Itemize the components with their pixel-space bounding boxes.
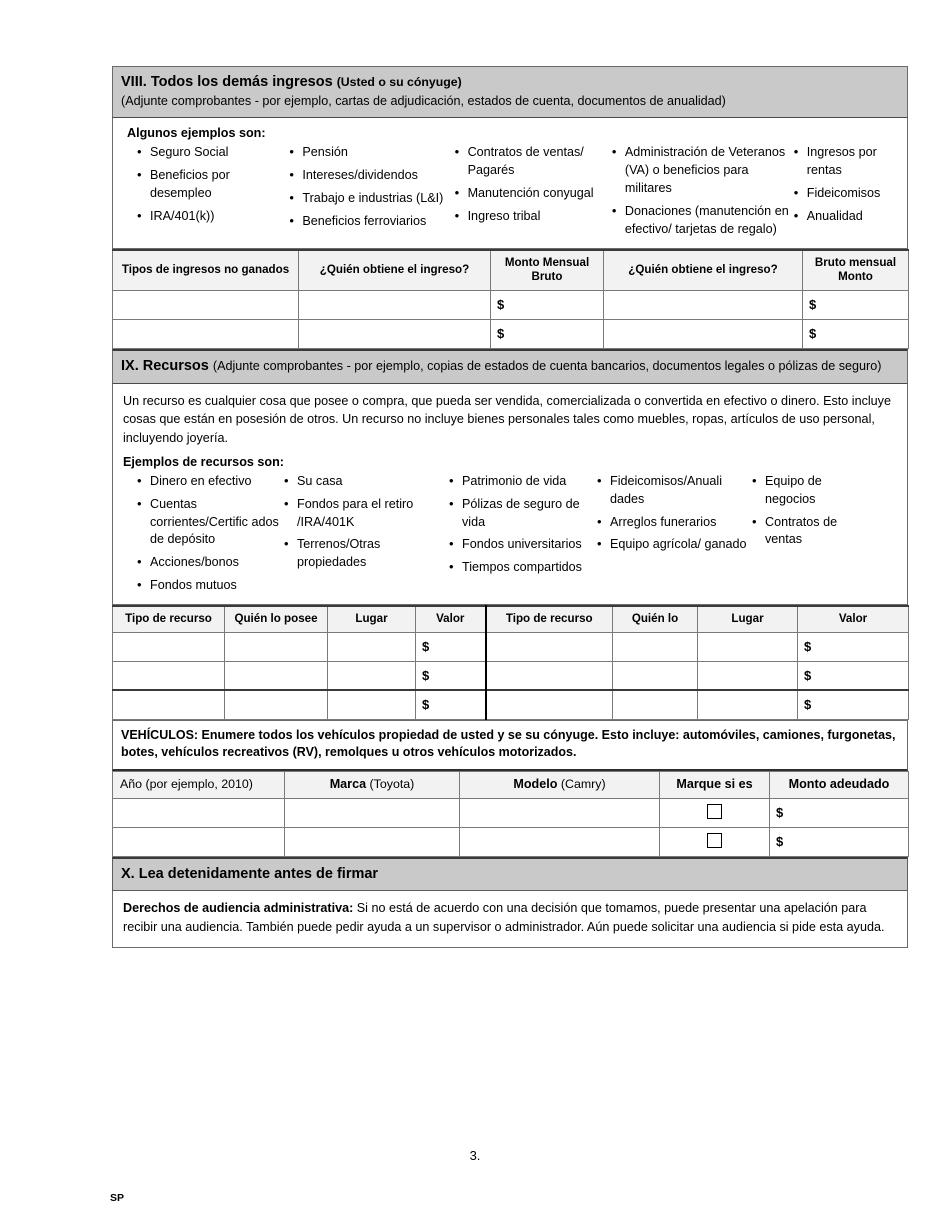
col-header-lugar-1: Lugar	[328, 606, 416, 632]
col-header-monto-mensual-bruto: Monto Mensual Bruto	[491, 250, 604, 290]
cell-valor-1[interactable]: $	[416, 632, 486, 661]
checkbox-icon[interactable]	[707, 833, 722, 848]
resource-column-3	[449, 473, 597, 582]
list-item: • IRA/401(k))	[137, 208, 289, 226]
unearned-income-table	[112, 249, 909, 349]
cell-quien-1[interactable]	[299, 290, 491, 319]
list-item: • Fideicomisos/Anuali dades	[597, 473, 752, 509]
cell-lugar-1[interactable]	[328, 690, 416, 719]
section-viii-title-main: VIII. Todos los demás ingresos	[121, 74, 333, 90]
cell-valor-1[interactable]: $	[416, 661, 486, 690]
examples-column-4	[612, 144, 794, 243]
col-header-tipo-recurso-1: Tipo de recurso	[113, 606, 225, 632]
list-item: • Acciones/bonos	[137, 554, 284, 572]
col-header-quien-obtiene-2: ¿Quién obtiene el ingreso?	[604, 250, 803, 290]
table-row	[113, 661, 909, 690]
cell-valor-2[interactable]: $	[798, 632, 909, 661]
col-header-ano: Año (por ejemplo, 2010)	[113, 772, 285, 799]
section-viii-title	[121, 73, 899, 93]
cell-ano[interactable]	[113, 827, 285, 856]
section-ix-title	[121, 357, 899, 377]
list-item: • Arreglos funerarios	[597, 514, 752, 532]
col-header-valor-2: Valor	[798, 606, 909, 632]
col-header-tipo-ingresos: Tipos de ingresos no ganados	[113, 250, 299, 290]
cell-quien-posee[interactable]	[225, 690, 328, 719]
col-header-quien-posee: Quién lo posee	[225, 606, 328, 632]
section-viii-examples-columns	[123, 144, 897, 243]
col-header-bruto-mensual-monto: Bruto mensual Monto	[803, 250, 909, 290]
list-item: • Terrenos/Otras propiedades	[284, 536, 449, 572]
list-item: • Cuentas corrientes/Certific ados de depósito	[137, 496, 284, 550]
table-row	[113, 798, 909, 827]
cell-lugar-2[interactable]	[698, 661, 798, 690]
cell-quien-posee[interactable]	[225, 632, 328, 661]
resource-column-2	[284, 473, 449, 577]
vehicles-banner: VEHÍCULOS: Enumere todos los vehículos propiedad de usted y se su cónyuge. Esto incluye: automóviles, camiones, furgonetas, botes, vehículos recreativos (RV), remolques u otros vehículos motorizados.	[112, 720, 908, 772]
section-viii-header	[112, 66, 908, 118]
list-item: • Tiempos compartidos	[449, 559, 597, 577]
cell-valor-2[interactable]: $	[798, 661, 909, 690]
table-header-row	[113, 606, 909, 632]
cell-tipo-recurso-2[interactable]	[486, 690, 613, 719]
cell-monto-adeudado[interactable]: $	[770, 827, 909, 856]
cell-lugar-1[interactable]	[328, 661, 416, 690]
col-header-marque-si-es: Marque si es	[660, 772, 770, 799]
resources-table	[112, 605, 909, 719]
cell-tipo-recurso-1[interactable]	[113, 661, 225, 690]
cell-marque-si-es[interactable]	[660, 798, 770, 827]
cell-quien-lo[interactable]	[613, 690, 698, 719]
list-item: • Contratos de ventas	[752, 514, 852, 550]
list-item: • Intereses/dividendos	[289, 167, 454, 185]
cell-monto-adeudado[interactable]: $	[770, 798, 909, 827]
col-header-valor-1: Valor	[416, 606, 486, 632]
cell-marque-si-es[interactable]	[660, 827, 770, 856]
section-viii-examples-lead: Algunos ejemplos son:	[127, 126, 266, 141]
section-x-header: X. Lea detenidamente antes de firmar	[112, 857, 908, 891]
col-header-modelo: Modelo (Camry)	[460, 772, 660, 799]
section-x-body	[112, 891, 908, 948]
cell-quien-2[interactable]	[604, 319, 803, 348]
col-header-monto-adeudado: Monto adeudado	[770, 772, 909, 799]
list-item: • Fondos mutuos	[137, 577, 284, 595]
section-viii-examples-box	[112, 118, 908, 248]
resource-column-5	[752, 473, 852, 555]
cell-tipo-recurso-1[interactable]	[113, 690, 225, 719]
vehicles-table	[112, 771, 909, 857]
table-row	[113, 827, 909, 856]
section-ix-header	[112, 349, 908, 385]
list-item: • Beneficios por desempleo	[137, 167, 289, 203]
table-row	[113, 632, 909, 661]
cell-quien-2[interactable]	[604, 290, 803, 319]
resource-column-4	[597, 473, 752, 560]
cell-marca[interactable]	[285, 827, 460, 856]
section-viii-title-paren: (Usted o su cónyuge)	[336, 75, 462, 89]
cell-monto-2[interactable]: $	[803, 319, 909, 348]
list-item: • Ingreso tribal	[455, 208, 612, 226]
list-item: • Su casa	[284, 473, 449, 491]
list-item: • Pólizas de seguro de vida	[449, 496, 597, 532]
table-row	[113, 290, 909, 319]
section-ix-body	[112, 384, 908, 605]
list-item: • Pensión	[289, 144, 454, 162]
col-header-quien-lo: Quién lo	[613, 606, 698, 632]
list-item: • Beneficios ferroviarios	[289, 213, 454, 231]
cell-valor-1[interactable]: $	[416, 690, 486, 719]
col-header-marca: Marca (Toyota)	[285, 772, 460, 799]
cell-quien-lo[interactable]	[613, 632, 698, 661]
section-x-body-label: Derechos de audiencia administrativa:	[123, 900, 354, 915]
section-ix-examples-columns	[123, 473, 897, 600]
col-header-tipo-recurso-2: Tipo de recurso	[486, 606, 613, 632]
page-number: 3.	[469, 1148, 481, 1163]
list-item: • Seguro Social	[137, 144, 289, 162]
cell-quien-1[interactable]	[299, 319, 491, 348]
list-item: • Donaciones (manutención en efectivo/ tarjetas de regalo)	[612, 203, 794, 239]
list-item: • Equipo agrícola/ ganado	[597, 536, 752, 554]
list-item: • Anualidad	[794, 208, 897, 226]
cell-tipo-ingresos[interactable]	[113, 290, 299, 319]
list-item: • Administración de Veteranos (VA) o beneficios para militares	[612, 144, 794, 198]
list-item: • Contratos de ventas/ Pagarés	[455, 144, 612, 180]
examples-column-5	[794, 144, 897, 231]
list-item: • Fideicomisos	[794, 185, 897, 203]
examples-column-3	[455, 144, 612, 231]
table-header-row	[113, 772, 909, 799]
cell-ano[interactable]	[113, 798, 285, 827]
cell-tipo-ingresos[interactable]	[113, 319, 299, 348]
list-item: • Trabajo e industrias (L&I)	[289, 190, 454, 208]
table-row	[113, 690, 909, 719]
list-item: • Ingresos por rentas	[794, 144, 897, 180]
cell-monto-1[interactable]: $	[491, 290, 604, 319]
cell-monto-2[interactable]: $	[803, 290, 909, 319]
cell-tipo-recurso-1[interactable]	[113, 632, 225, 661]
resource-column-1	[137, 473, 284, 600]
list-item: • Fondos para el retiro /IRA/401K	[284, 496, 449, 532]
cell-valor-2[interactable]: $	[798, 690, 909, 719]
list-item: • Dinero en efectivo	[137, 473, 284, 491]
cell-tipo-recurso-2[interactable]	[486, 661, 613, 690]
cell-quien-posee[interactable]	[225, 661, 328, 690]
table-header-row	[113, 250, 909, 290]
checkbox-icon[interactable]	[707, 804, 722, 819]
section-ix-paragraph: Un recurso es cualquier cosa que posee o compra, que pueda ser vendida, comercializada o convertida en efectivo o dinero. Esto incluye cosas que están en posesión de otros. Un recurso no incluye bienes personales tales como muebles, ropas, artículos de uso personal, incluyendo joyería.	[123, 394, 891, 445]
table-row	[113, 319, 909, 348]
language-mark: SP	[110, 1192, 125, 1204]
cell-marca[interactable]	[285, 798, 460, 827]
cell-modelo[interactable]	[460, 798, 660, 827]
section-ix-title-paren: (Adjunte comprobantes - por ejemplo, copias de estados de cuenta bancarios, documentos legales o pólizas de seguro)	[212, 358, 882, 373]
section-ix-examples-lead: Ejemplos de recursos son:	[123, 454, 284, 469]
cell-monto-1[interactable]: $	[491, 319, 604, 348]
list-item: • Manutención conyugal	[455, 185, 612, 203]
cell-lugar-2[interactable]	[698, 690, 798, 719]
examples-column-1	[137, 144, 289, 231]
list-item: • Fondos universitarios	[449, 536, 597, 554]
cell-modelo[interactable]	[460, 827, 660, 856]
list-item: • Patrimonio de vida	[449, 473, 597, 491]
cell-lugar-1[interactable]	[328, 632, 416, 661]
examples-column-2	[289, 144, 454, 236]
cell-quien-lo[interactable]	[613, 661, 698, 690]
list-item: • Equipo de negocios	[752, 473, 852, 509]
document-page	[112, 66, 908, 948]
section-x-body-text: Si no está de acuerdo con una decisión que tomamos, puede presentar una apelación para recibir una audiencia. También puede pedir ayuda a un supervisor o administrador. Aún puede solicitar una audiencia si pide esta ayuda.	[123, 900, 885, 934]
cell-lugar-2[interactable]	[698, 632, 798, 661]
section-viii-subtitle: (Adjunte comprobantes - por ejemplo, cartas de adjudicación, estados de cuenta, documentos de anualidad)	[121, 93, 726, 108]
cell-tipo-recurso-2[interactable]	[486, 632, 613, 661]
section-ix-title-main: IX. Recursos	[121, 357, 209, 374]
col-header-lugar-2: Lugar	[698, 606, 798, 632]
col-header-quien-obtiene-1: ¿Quién obtiene el ingreso?	[299, 250, 491, 290]
